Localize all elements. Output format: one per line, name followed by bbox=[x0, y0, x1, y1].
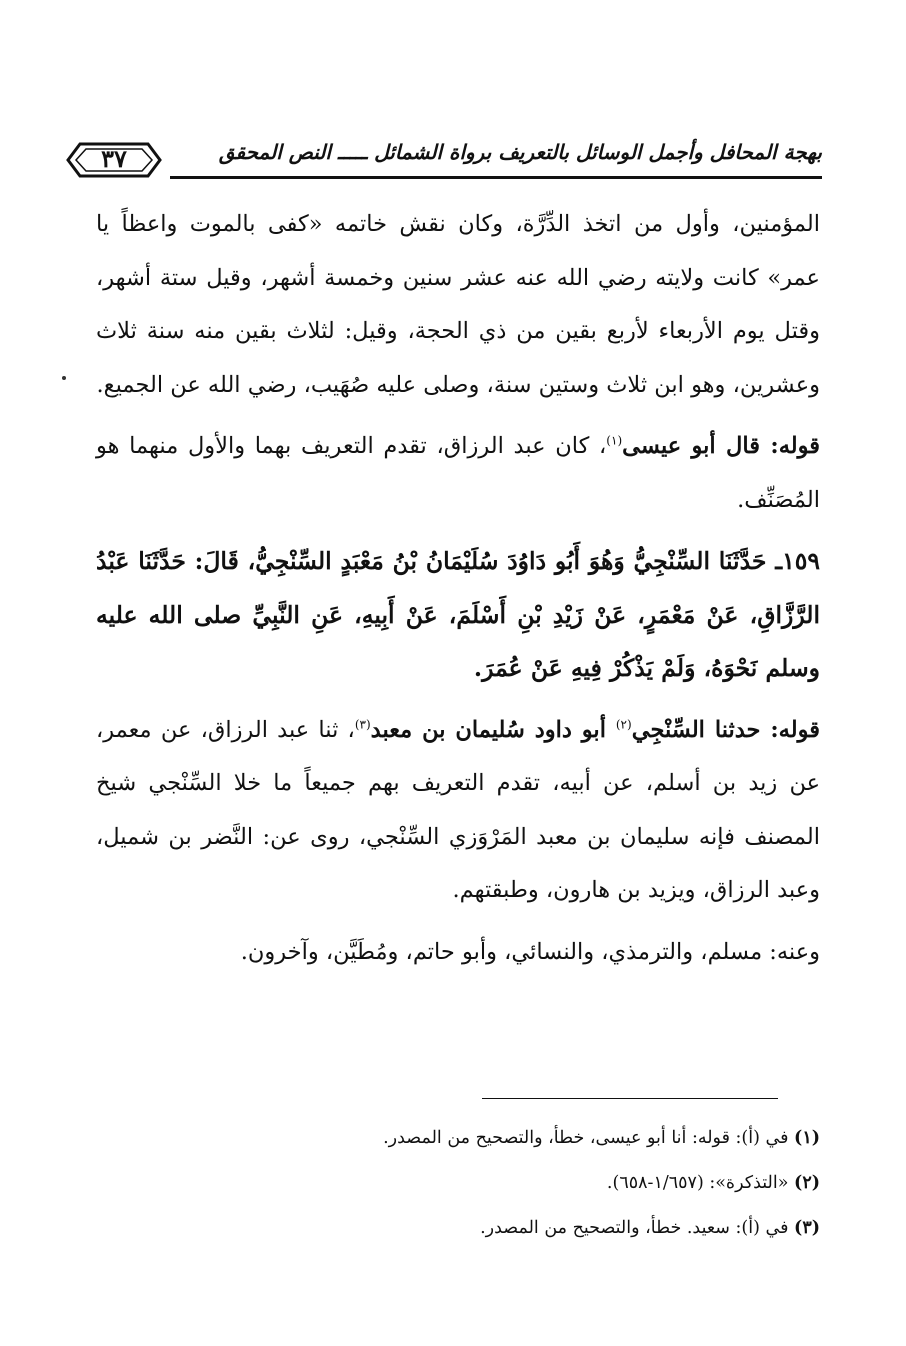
paragraph-lead: قوله: قال أبو عيسى bbox=[622, 433, 820, 459]
footnotes bbox=[260, 1116, 820, 1251]
margin-dot bbox=[62, 376, 66, 380]
footnote-text: في (أ): سعيد. خطأ، والتصحيح من المصدر. bbox=[480, 1218, 795, 1238]
footnote-1 bbox=[260, 1116, 820, 1161]
main-text bbox=[96, 198, 820, 979]
footnote-ref: (٢) bbox=[615, 717, 632, 731]
footnote-number: (٢) bbox=[794, 1173, 820, 1193]
footnote-number: (١) bbox=[794, 1128, 820, 1148]
paragraph-qawluhu-2 bbox=[96, 704, 820, 918]
paragraph-body: ، ثنا عبد الرزاق، عن معمر، عن زيد بن أسلم، عن أبيه، تقدم التعريف بهم جميعاً ما خلا السِّنْجي شيخ المصنف فإنه سليمان بن معبد المَرْوَزي السِّنْجي، روى عن: النَّضر بن شميل، وعبد الرزاق، ويزيد بن هارون، وطبقتهم. bbox=[96, 716, 820, 903]
footnote-ref: (١) bbox=[606, 433, 623, 448]
page-number-badge bbox=[62, 138, 166, 182]
paragraph-umar: المؤمنين، وأول من اتخذ الدِّرَّة، وكان نقش خاتمه «كفى بالموت واعظاً يا عمر» كانت ولايته رضي الله عنه عشر سنين وخمسة أشهر، وقيل ستة أشهر، وقتل يوم الأربعاء لأربع بقين من ذي الحجة، وقيل: لثلاث بقين منه سنة ثلاث وعشرين، وهو ابن ثلاث وستين سنة، وصلى عليه صُهَيب، رضي الله عن الجميع. bbox=[96, 211, 820, 398]
page-number: ٣٧ bbox=[101, 144, 127, 173]
footnote-ref: (٣) bbox=[354, 717, 371, 731]
footnote-2 bbox=[260, 1161, 820, 1206]
header-rule bbox=[170, 176, 822, 179]
running-header bbox=[62, 138, 822, 182]
hadith-159: ١٥٩ـ حَدَّثَنَا السِّنْجِيُّ وَهُوَ أَبُو دَاوُدَ سُلَيْمَانُ بْنُ مَعْبَدٍ السِّنْجِيُّ، قَالَ: حَدَّثَنَا عَبْدُ الرَّزَّاقِ، عَنْ مَعْمَرٍ، عَنْ زَيْدِ بْنِ أَسْلَمَ، عَنْ أَبِيهِ، عَنِ النَّبِيِّ صلى الله عليه وسلم نَحْوَهُ، وَلَمْ يَذْكُرْ فِيهِ عَنْ عُمَرَ. bbox=[96, 547, 820, 682]
footnote-separator bbox=[482, 1098, 778, 1099]
paragraph-body: ، كان عبد الرزاق، تقدم التعريف بهما والأول منهما هو المُصَنِّف. bbox=[96, 433, 820, 513]
footnote-text: «التذكرة»: (١/٦٥٧-٦٥٨). bbox=[606, 1173, 795, 1193]
footnote-text: في (أ): قوله: أنا أبو عيسى، خطأ، والتصحيح من المصدر. bbox=[383, 1128, 795, 1148]
paragraph-lead-name: أبو داود سُليمان بن معبد bbox=[370, 716, 616, 743]
paragraph-qawluhu-1 bbox=[96, 420, 820, 527]
footnote-3 bbox=[260, 1206, 820, 1251]
paragraph-students: وعنه: مسلم، والترمذي، والنسائي، وأبو حاتم، ومُطَيَّن، وآخرون. bbox=[240, 938, 820, 965]
footnote-number: (٣) bbox=[794, 1218, 820, 1238]
paragraph-lead: قوله: حدثنا السِّنْجِي bbox=[631, 716, 820, 743]
header-title: بهجة المحافل وأجمل الوسائل بالتعريف برواة الشمائل ـــــ النص المحقق bbox=[218, 140, 822, 164]
